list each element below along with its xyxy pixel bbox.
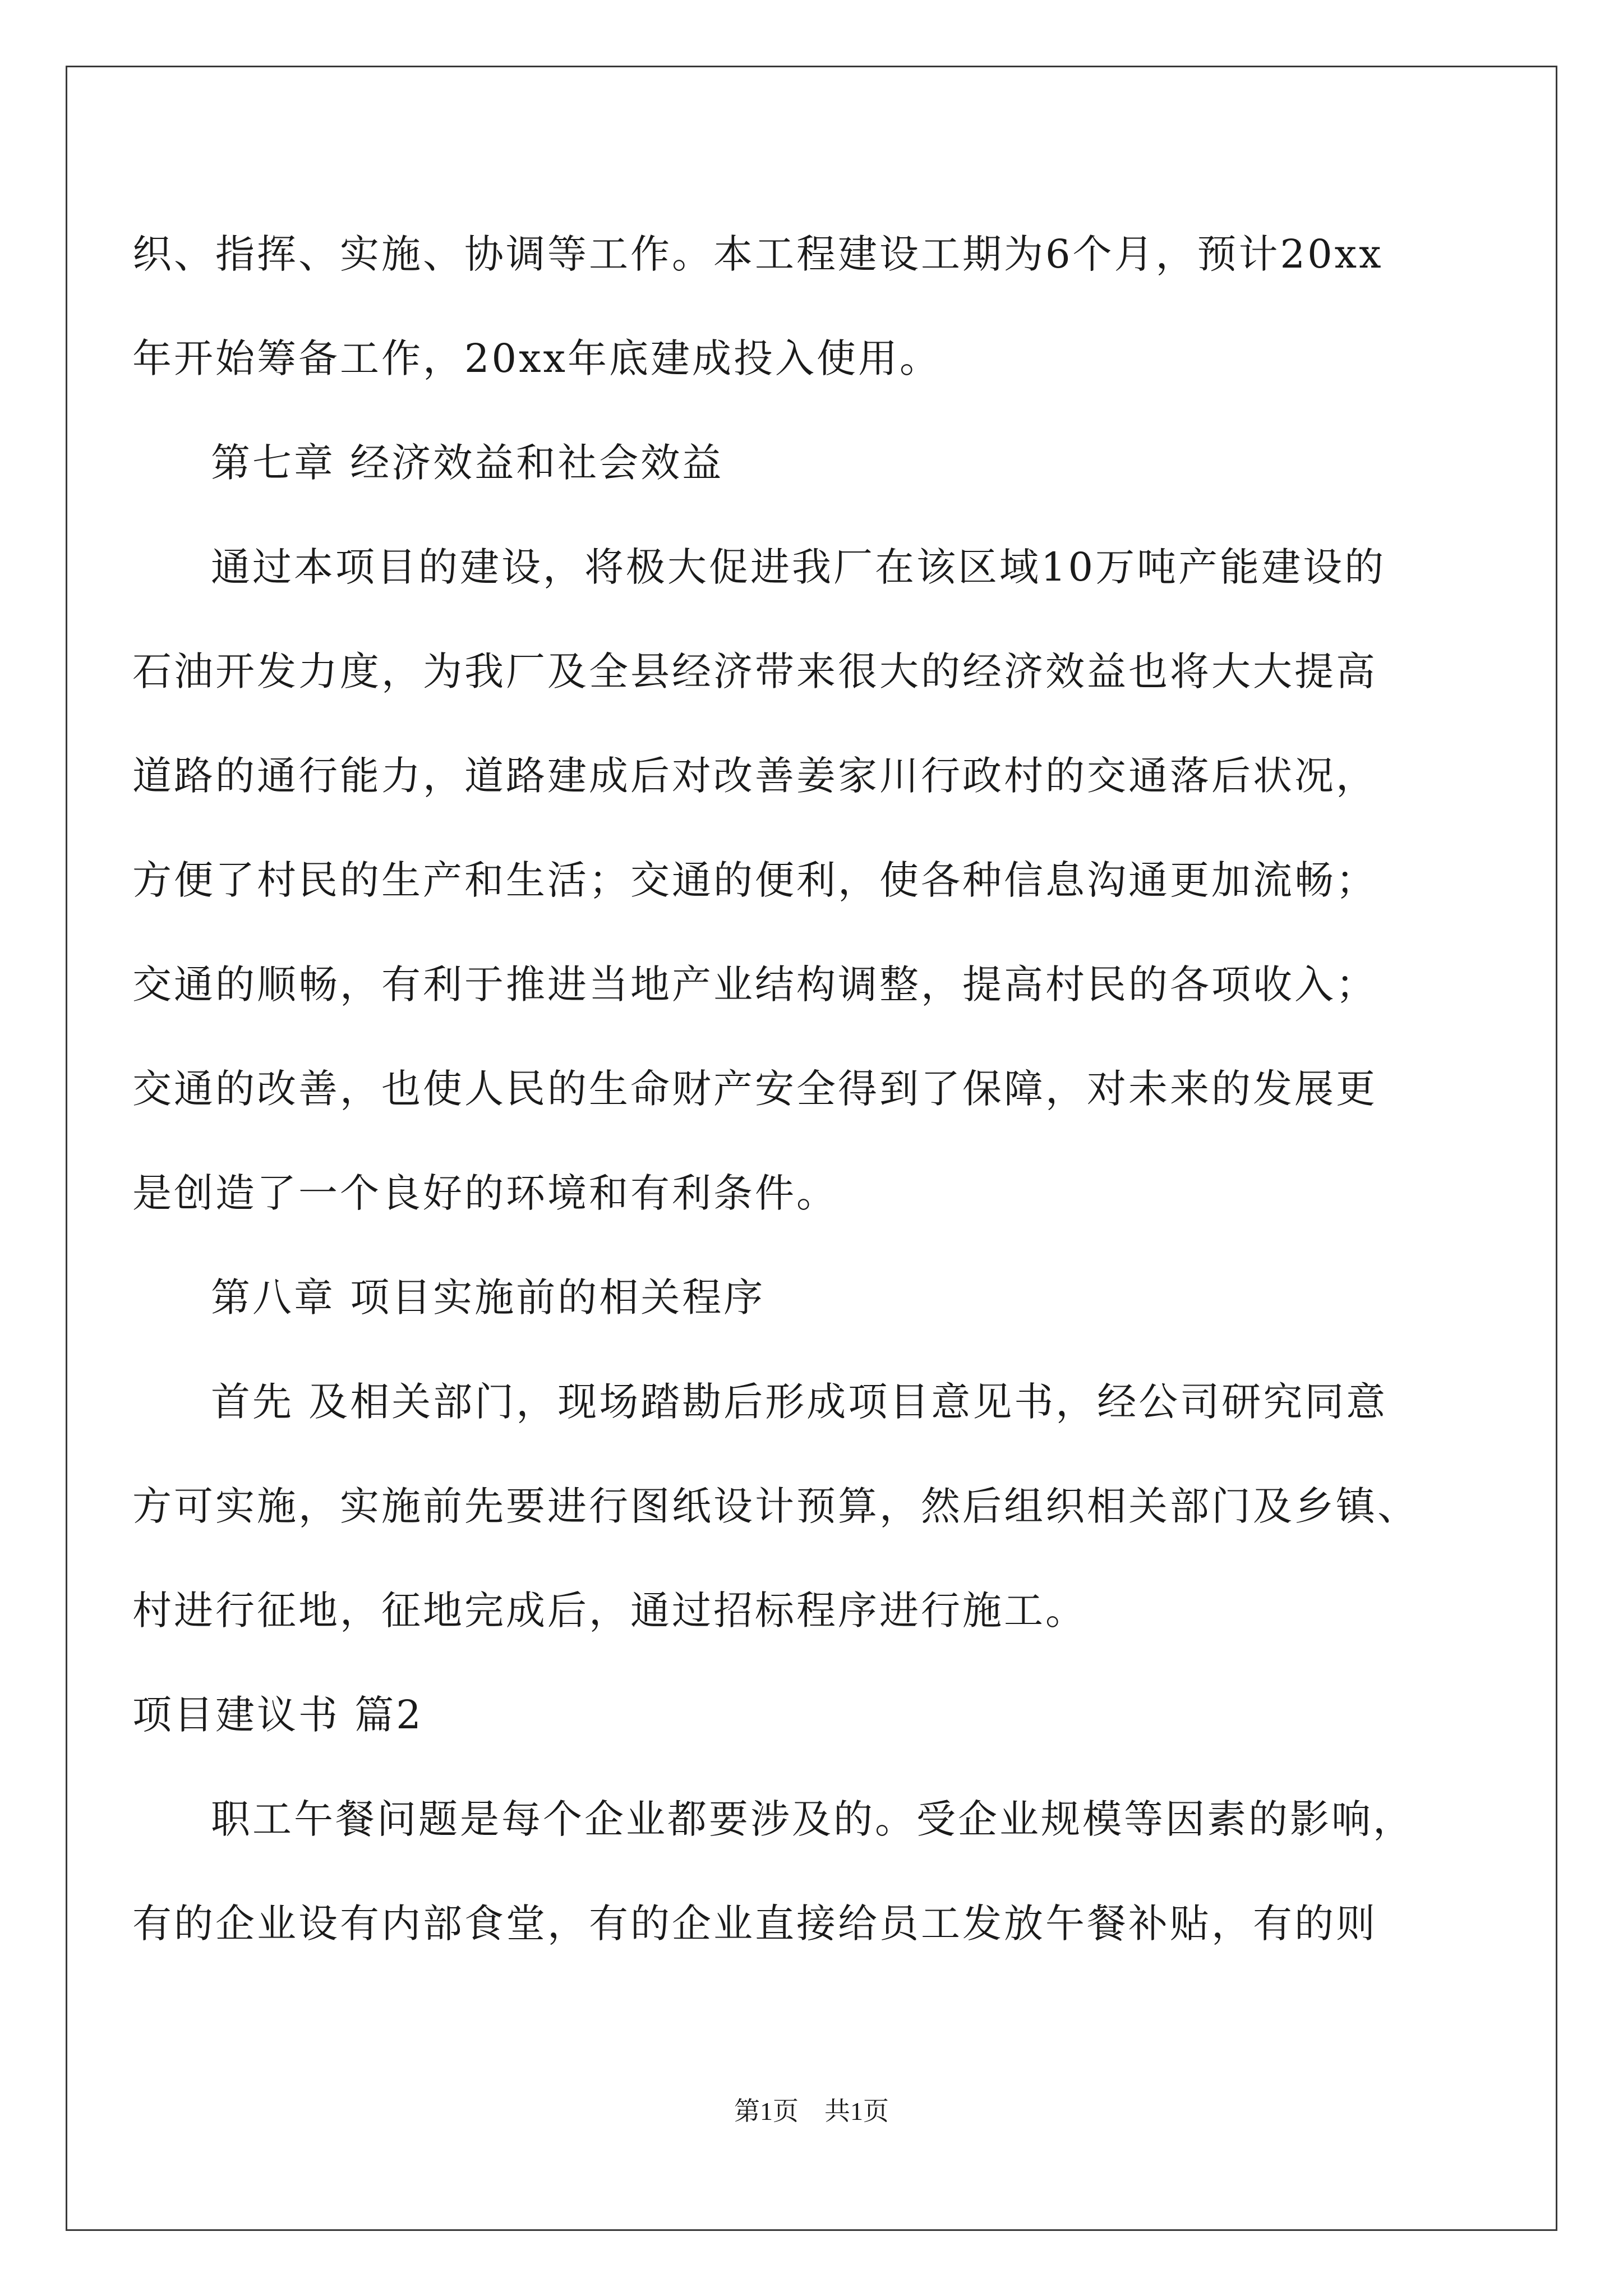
text-line: 有的企业设有内部食堂，有的企业直接给员工发放午餐补贴，有的则	[132, 1901, 1377, 1947]
text-line: 村进行征地，征地完成后，通过招标程序进行施工。	[132, 1588, 1087, 1634]
text-line: 首先 及相关部门，现场踏勘后形成项目意见书，经公司研究同意	[211, 1379, 1388, 1425]
chapter-heading-7: 第七章 经济效益和社会效益	[211, 440, 724, 486]
document-body	[132, 0, 1501, 2296]
text-line: 交通的顺畅，有利于推进当地产业结构调整，提高村民的各项收入；	[132, 961, 1377, 1007]
page-number-footer: 第1页 共1页	[734, 2097, 889, 2125]
chapter-heading-8: 第八章 项目实施前的相关程序	[211, 1274, 766, 1320]
text-line: 是创造了一个良好的环境和有利条件。	[132, 1170, 838, 1216]
text-line: 道路的通行能力，道路建成后对改善姜家川行政村的交通落后状况，	[132, 753, 1377, 799]
text-line: 年开始筹备工作，20xx年底建成投入使用。	[132, 335, 942, 381]
text-line: 方可实施，实施前先要进行图纸设计预算，然后组织相关部门及乡镇、	[132, 1483, 1419, 1529]
section-title: 项目建议书 篇2	[132, 1692, 423, 1738]
text-line: 交通的改善，也使人民的生命财产安全得到了保障，对未来的发展更	[132, 1066, 1377, 1112]
text-line: 石油开发力度，为我厂及全县经济带来很大的经济效益也将大大提高	[132, 648, 1377, 694]
text-line: 职工午餐问题是每个企业都要涉及的。受企业规模等因素的影响，	[211, 1796, 1414, 1842]
text-line: 方便了村民的生产和生活；交通的便利，使各种信息沟通更加流畅；	[132, 857, 1377, 903]
text-line: 通过本项目的建设，将极大促进我厂在该区域10万吨产能建设的	[211, 544, 1386, 590]
text-line: 织、指挥、实施、协调等工作。本工程建设工期为6个月，预计20xx	[132, 231, 1384, 277]
